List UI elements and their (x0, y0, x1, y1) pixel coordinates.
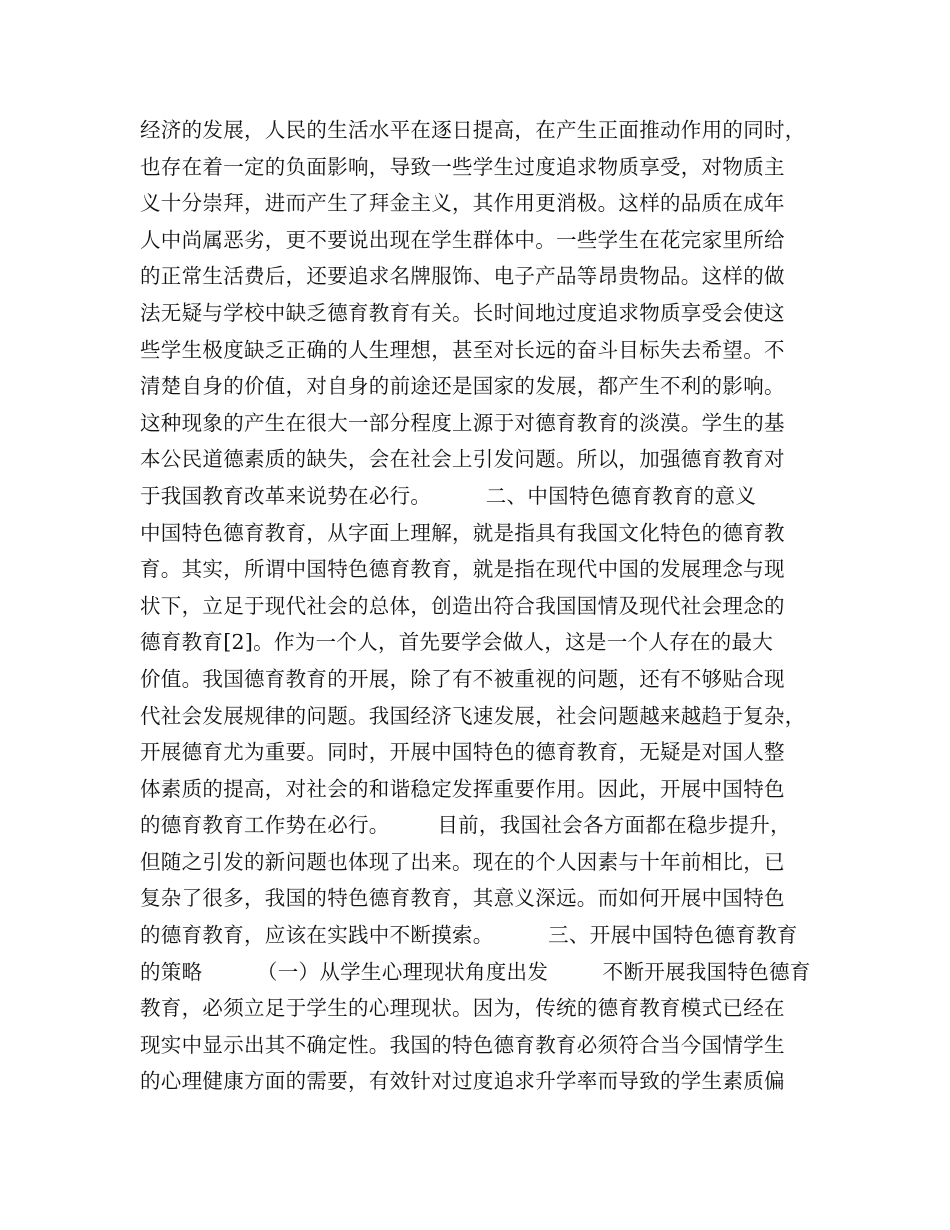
text-line-10: 本公民道德素质的缺失，会在社会上引发问题。所以，加强德育教育对 (140, 447, 785, 472)
text-line-8: 清楚自身的价值，对自身的前途还是国家的发展，都产生不利的影响。 (140, 374, 785, 399)
text-line-24: 的策略 （一）从学生心理现状角度出发 不断开展我国特色德育 (140, 959, 811, 984)
text-line-25: 教育，必须立足于学生的心理现状。因为，传统的德育教育模式已经在 (140, 996, 785, 1021)
text-line-15: 德育教育[2]。作为一个人，首先要学会做人，这是一个人存在的最大 (140, 630, 774, 655)
text-line-13: 育。其实，所谓中国特色德育教育，就是指在现代中国的发展理念与现 (140, 557, 785, 582)
text-line-3: 义十分崇拜，进而产生了拜金主义，其作用更消极。这样的品质在成年 (140, 191, 785, 216)
text-line-18: 开展德育尤为重要。同时，开展中国特色的德育教育，无疑是对国人整 (140, 740, 785, 765)
text-line-14: 状下，立足于现代社会的总体，创造出符合我国国情及现代社会理念的 (140, 593, 785, 618)
text-line-16: 价值。我国德育教育的开展，除了有不被重视的问题，还有不够贴合现 (140, 666, 785, 691)
text-line-22: 复杂了很多，我国的特色德育教育，其意义深远。而如何开展中国特色 (140, 886, 785, 911)
text-line-26: 现实中显示出其不确定性。我国的特色德育教育必须符合当今国情学生 (140, 1032, 785, 1057)
text-line-1: 经济的发展，人民的生活水平在逐日提高，在产生正面推动作用的同时， (140, 118, 806, 142)
text-line-21: 但随之引发的新问题也体现了出来。现在的个人因素与十年前相比，已 (140, 849, 785, 874)
text-line-19: 体素质的提高，对社会的和谐稳定发挥重要作用。因此，开展中国特色 (140, 776, 785, 801)
text-line-6: 法无疑与学校中缺乏德育教育有关。长时间地过度追求物质享受会使这 (140, 300, 785, 325)
text-line-7: 些学生极度缺乏正确的人生理想，甚至对长远的奋斗目标失去希望。不 (140, 337, 785, 362)
text-line-11: 于我国教育改革来说势在必行。 二、中国特色德育教育的意义 (140, 483, 757, 508)
text-line-23: 的德育教育，应该在实践中不断摸索。 三、开展中国特色德育教育 (140, 923, 798, 948)
text-line-27: 的心理健康方面的需要，有效针对过度追求升学率而导致的学生素质偏 (140, 1069, 785, 1094)
text-line-17: 代社会发展规律的问题。我国经济飞速发展，社会问题越来越趋于复杂， (140, 703, 806, 728)
text-line-4: 人中尚属恶劣，更不要说出现在学生群体中。一些学生在花完家里所给 (140, 227, 785, 252)
text-line-20: 的德育教育工作势在必行。 目前，我国社会各方面都在稳步提升， (140, 813, 791, 838)
body-text (140, 112, 830, 1100)
text-line-9: 这种现象的产生在很大一部分程度上源于对德育教育的淡漠。学生的基 (140, 410, 785, 435)
text-line-2: 也存在着一定的负面影响，导致一些学生过度追求物质享受，对物质主 (140, 154, 785, 179)
text-line-5: 的正常生活费后，还要追求名牌服饰、电子产品等昂贵物品。这样的做 (140, 264, 785, 289)
text-line-12: 中国特色德育教育，从字面上理解，就是指具有我国文化特色的德育教 (140, 520, 785, 545)
